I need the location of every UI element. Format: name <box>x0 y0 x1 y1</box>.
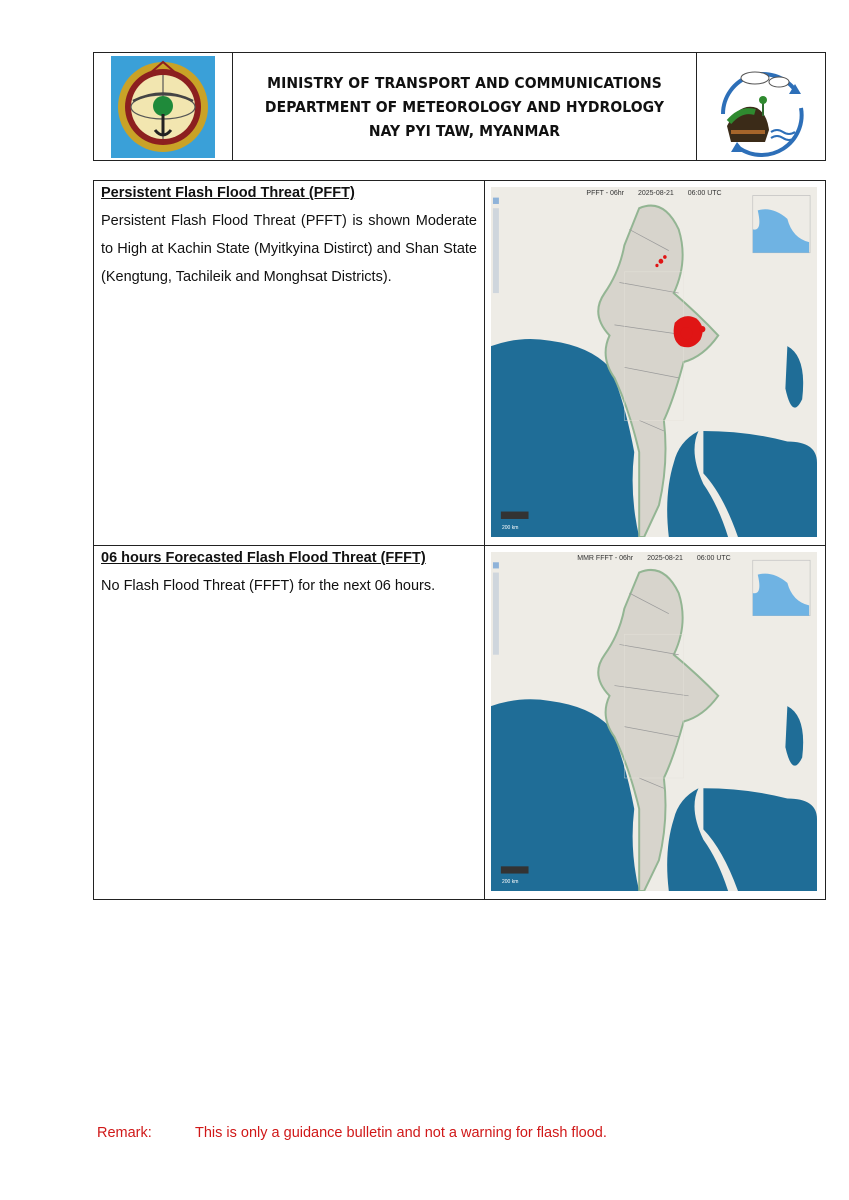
ffft-map <box>491 552 817 891</box>
pfft-map-time: 06:00 UTC <box>687 190 722 197</box>
pfft-description: Persistent Flash Flood Threat (PFFT) is shown Moderate to High at Kachin State (Myitkyina Distirct) and Shan State (Kengtung, Tachileik and Monghsat Districts). <box>101 213 477 285</box>
ministry-name: MINISTRY OF TRANSPORT AND COMMUNICATIONS <box>267 73 662 92</box>
ministry-logo <box>94 53 233 160</box>
ffft-map-caption <box>491 555 817 562</box>
threat-table <box>93 180 826 900</box>
ffft-map-scale: 200 km <box>502 879 519 885</box>
remark <box>97 1125 607 1141</box>
pfft-map-product: PFFT - 06hr <box>586 190 625 197</box>
bulletin-header <box>93 52 826 161</box>
pfft-map-cell <box>485 181 825 545</box>
ffft-title: 06 hours Forecasted Flash Flood Threat (FFFT) <box>101 550 426 566</box>
pfft-map-caption <box>491 190 817 197</box>
remark-label: Remark: <box>97 1125 152 1141</box>
ffft-description: No Flash Flood Threat (FFFT) for the next 06 hours. <box>101 578 436 594</box>
pfft-map-date: 2025-08-21 <box>637 190 674 197</box>
pfft-text-cell <box>94 181 485 545</box>
ministry-emblem-icon <box>111 56 215 158</box>
header-titles <box>233 53 696 160</box>
pfft-map <box>491 187 817 537</box>
pfft-map-scale: 200 km <box>502 525 519 531</box>
location-name: NAY PYI TAW, MYANMAR <box>368 121 561 140</box>
ffft-map-date: 2025-08-21 <box>647 555 683 562</box>
pfft-threat-overlay <box>491 187 817 537</box>
pfft-row <box>94 181 825 545</box>
department-name: DEPARTMENT OF METEOROLOGY AND HYDROLOGY <box>264 97 665 116</box>
dmh-logo <box>696 53 825 160</box>
ffft-map-product: MMR FFFT - 06hr <box>577 555 634 562</box>
hydrology-cycle-icon <box>709 56 813 158</box>
remark-text: This is only a guidance bulletin and not a warning for flash flood. <box>195 1125 607 1141</box>
ffft-map-time: 06:00 UTC <box>696 555 731 562</box>
ffft-text-cell <box>94 546 485 899</box>
ffft-map-graphic <box>491 552 817 891</box>
ffft-row <box>94 545 825 899</box>
ffft-map-cell <box>485 546 825 899</box>
pfft-title: Persistent Flash Flood Threat (PFFT) <box>101 185 355 201</box>
